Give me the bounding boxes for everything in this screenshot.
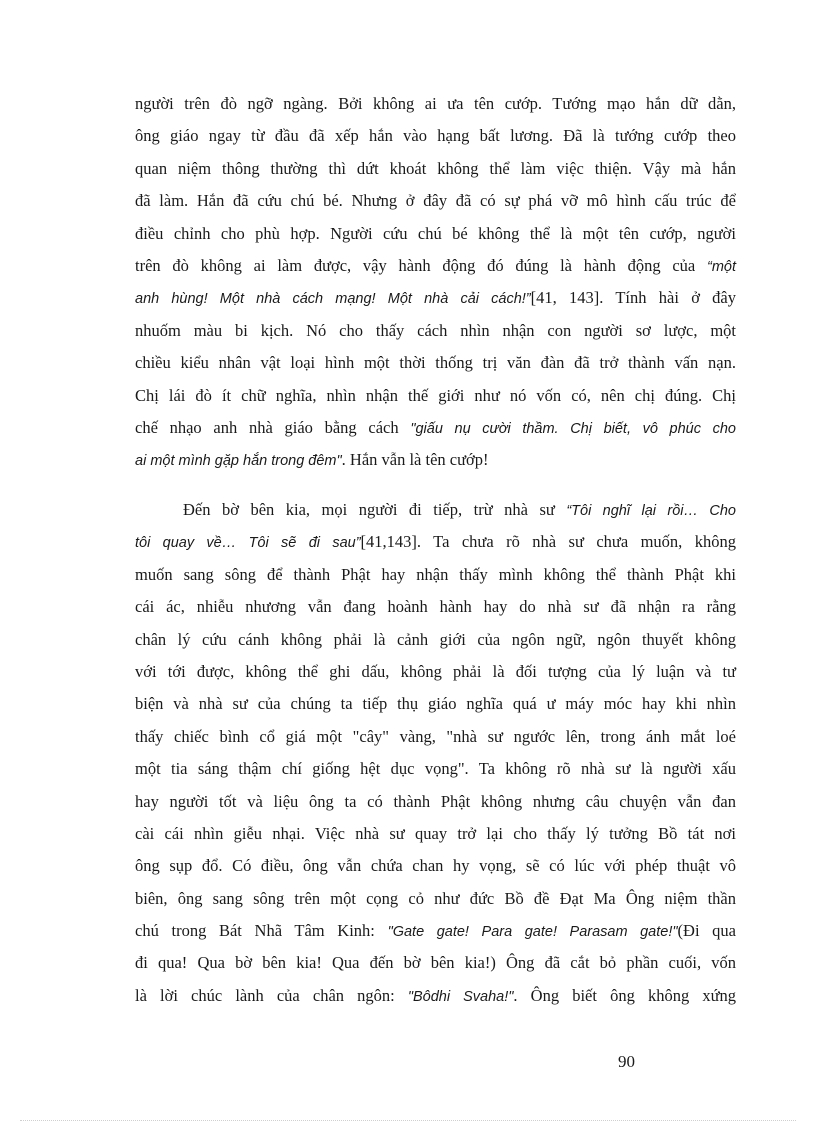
- quotation-italic: tôi quay về… Tôi sẽ đi sau”: [135, 535, 361, 552]
- text-line: cài cái nhìn giễu nhại. Việc nhà sư quay trở lại cho thấy lý tưởng Bồ tát nơi: [135, 823, 736, 843]
- quotation-italic: anh hùng! Một nhà cách mạng! Một nhà cải cách!”: [135, 291, 531, 308]
- text-line: ông sụp đổ. Có điều, ông vẫn chứa chan hy vọng, sẽ có lúc với phép thuật vô: [135, 856, 736, 876]
- text-line: điều chỉnh cho phù hợp. Người cứu chú bé không thể là một tên cướp, người: [135, 223, 736, 243]
- text-line: biên, ông sang sông trên một cọng cỏ như đức Bồ đề Đạt Ma Ông niệm thần: [135, 888, 736, 908]
- quotation-italic: "Gate gate! Para gate! Parasam gate!": [387, 924, 678, 941]
- text-line: đã làm. Hắn đã cứu chú bé. Nhưng ở đây đã có sự phá vỡ mô hình cấu trúc để: [135, 191, 736, 211]
- text-run: . Hắn vẫn là tên cướp!: [341, 450, 489, 470]
- quotation-italic: "Bôdhi Svaha!": [407, 988, 514, 1005]
- text-run: chú trong Bát Nhã Tâm Kinh:: [135, 921, 375, 941]
- text-line: một tia sáng thậm chí giống hệt dục vọng". Ta không rõ nhà sư là người xấu: [135, 759, 736, 779]
- text-run: trên đò không ai làm được, vậy hành động đó đúng là hành động của: [135, 255, 696, 275]
- text-run: chế nhạo anh nhà giáo bằng cách: [135, 417, 399, 437]
- text-line: Chị lái đò ít chữ nghĩa, nhìn nhận thế giới như nó vốn có, nên chị đúng. Chị: [135, 385, 736, 405]
- paragraph-1: [135, 88, 736, 477]
- quotation-italic: “một: [707, 258, 737, 275]
- text-line: đi qua! Qua bờ bên kia! Qua đến bờ bên kia!) Ông đã cắt bỏ phần cuối, vốn: [135, 953, 736, 973]
- text-run: Đến bờ bên kia, mọi người đi tiếp, trừ nhà sư: [183, 500, 555, 519]
- text-line: [135, 494, 736, 526]
- text-line: [135, 444, 736, 476]
- text-run: là lời chúc lành của chân ngôn:: [135, 985, 395, 1005]
- text-line: [135, 282, 736, 314]
- text-run: (Đi qua: [677, 921, 737, 941]
- text-line: [135, 980, 736, 1012]
- citation: [41, 143]. Tính hài ở đây: [530, 288, 737, 308]
- text-line: hay người tốt và liệu ông ta có thành Phật không nhưng câu chuyện vẫn đan: [135, 791, 736, 811]
- text-line: chân lý cứu cánh không phải là cảnh giới của ngôn ngữ, ngôn thuyết không: [135, 629, 736, 649]
- citation: [41,143]. Ta chưa rõ nhà sư chưa muốn, không: [360, 532, 736, 552]
- text-line: muốn sang sông để thành Phật hay nhận thấy mình không thể thành Phật khi: [135, 564, 736, 584]
- text-line: [135, 412, 736, 444]
- text-line: với tới được, không thể ghi dấu, không phải là đối tượng của lý luận và tư: [135, 661, 736, 681]
- quotation-italic: "giấu nụ cười thầm. Chị biết, vô phúc cho: [410, 420, 736, 437]
- paragraph-2: [135, 494, 736, 1012]
- page-number: 90: [618, 1052, 635, 1071]
- quotation-italic: ai một mình gặp hắn trong đêm": [135, 453, 342, 470]
- text-run: . Ông biết ông không xứng: [513, 985, 737, 1005]
- page-bottom-divider: [20, 1120, 796, 1121]
- text-line: [135, 250, 736, 282]
- text-line: thấy chiếc bình cổ giá một "cây" vàng, "nhà sư ngước lên, trong ánh mắt loé: [135, 726, 736, 746]
- text-line: ông giáo ngay từ đầu đã xếp hắn vào hạng bất lương. Đã là tướng cướp theo: [135, 126, 736, 146]
- quotation-italic: “Tôi nghĩ lại rồi… Cho: [566, 503, 736, 519]
- text-line: [135, 526, 736, 558]
- text-line: biện và nhà sư của chúng ta tiếp thụ giáo nghĩa quá ư máy móc hay khi nhìn: [135, 694, 736, 714]
- text-line: [135, 915, 736, 947]
- text-line: chiều kiểu nhân vật loại hình một thời thống trị văn đàn đã trở thành vấn nạn.: [135, 353, 736, 373]
- text-line: nhuốm màu bi kịch. Nó cho thấy cách nhìn nhận con người sơ lược, một: [135, 320, 736, 340]
- text-line: quan niệm thông thường thì dứt khoát không thể làm việc thiện. Vậy mà hắn: [135, 158, 736, 178]
- text-line: người trên đò ngỡ ngàng. Bởi không ai ưa tên cướp. Tướng mạo hắn dữ dằn,: [135, 94, 736, 113]
- text-line: cái ác, nhiễu nhương vẫn đang hoành hành hay do nhà sư đã nhận ra rằng: [135, 597, 736, 617]
